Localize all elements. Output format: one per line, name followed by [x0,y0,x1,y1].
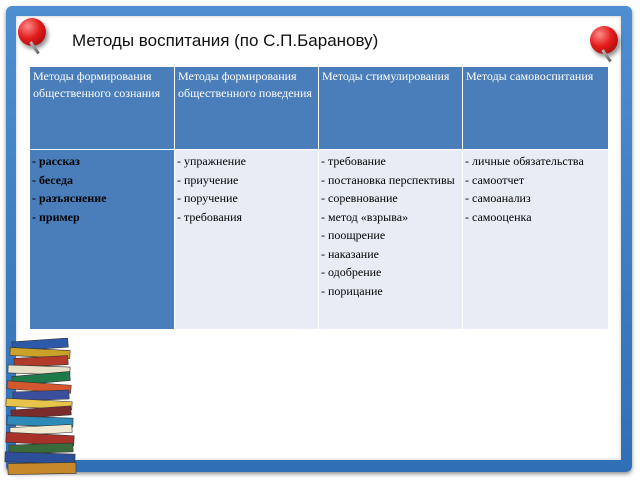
list-item: - метод «взрыва» [321,209,409,224]
list-item: - самооценка [465,209,532,224]
header-stimulation: Методы стимулирования [319,67,463,150]
cell-consciousness-methods [30,150,175,330]
list-item: - поручение [177,191,238,205]
list-item: - упражнение [177,154,246,168]
books-stack-icon [4,338,84,478]
cell-stimulation-methods [319,150,463,330]
cell-behavior-methods [175,150,319,330]
table-header-row [30,67,609,150]
list-item: - постановка перспективы [321,172,455,187]
list-item: - порицание [321,283,383,298]
list-item: - соревнование [321,191,398,205]
header-self-education: Методы самовоспитания [463,67,609,150]
list-item: - приучение [177,172,239,187]
pushpin-icon [590,26,618,54]
cell-self-education-methods [463,150,609,330]
list-item: - требование [321,154,386,168]
list-item: - требования [177,209,243,224]
list-item: - одобрение [321,265,382,279]
list-item: - наказание [321,246,379,261]
list-item: - самоотчет [465,172,525,187]
header-social-behavior: Методы формирования общественного поведения [175,67,319,150]
methods-table [29,66,609,330]
list-item: - пример [32,209,80,224]
table-row [30,150,609,330]
list-item: - рассказ [32,154,80,168]
pushpin-icon [18,18,46,46]
list-item: - беседа [32,172,74,187]
page-title: Методы воспитания (по С.П.Баранову) [72,31,379,50]
list-item: - личные обязательства [465,154,584,168]
list-item: - самоанализ [465,191,531,205]
list-item: - поощрение [321,228,386,242]
header-social-consciousness: Методы формирования общественного сознания [30,67,175,150]
list-item: - разъяснение [32,191,107,205]
